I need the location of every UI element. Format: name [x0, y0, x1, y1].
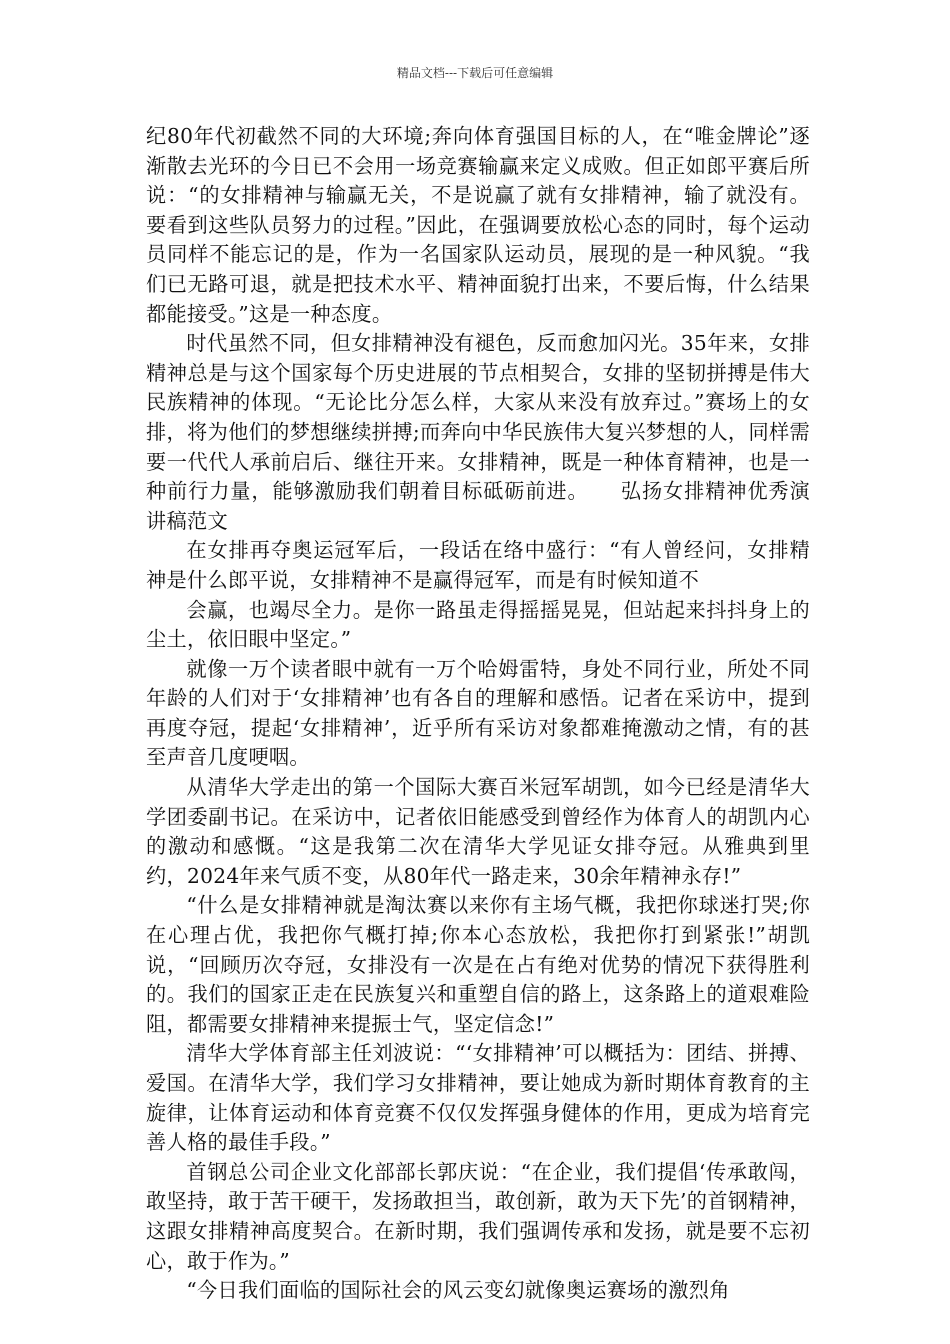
- paragraph: 纪80年代初截然不同的大环境;奔向体育强国目标的人，在“唯金牌论”逐渐散去光环的今日已不会用一场竞赛输赢来定义成败。但正如郎平赛后所说：“的女排精神与输赢无关，不是说赢了就有女排精神，输了就没有。要看到这些队员努力的过程。”因此，在强调要放松心态的同时，每个运动员同样不能忘记的是，作为一名国家队运动员，展现的是一种风貌。“我们已无路可退，就是把技术水平、精神面貌打出来，不要后悔，什么结果都能接受。”这是一种态度。: [146, 124, 810, 326]
- paragraph: 清华大学体育部主任刘波说：“‘女排精神’可以概括为：团结、拼搏、爱国。在清华大学，我们学习女排精神，要让她成为新时期体育教育的主旋律，让体育运动和体育竞赛不仅仅发挥强身健体的作用，更成为培育完善人格的最佳手段。”: [146, 1041, 810, 1155]
- paragraph: 从清华大学走出的第一个国际大赛百米冠军胡凯，如今已经是清华大学团委副书记。在采访中，记者依旧能感受到曾经作为体育人的胡凯内心的激动和感慨。“这是我第二次在清华大学见证女排夺冠。从雅典到里约，2024年来气质不变，从80年代一路走来，30余年精神永存!”: [146, 775, 810, 888]
- paragraph: “今日我们面临的国际社会的风云变幻就像奥运赛场的激烈角: [186, 1278, 730, 1303]
- paragraph-text: 时代虽然不同，但女排精神没有褪色，反而愈加闪光。35年来，女排精神总是与这个国家每个历史进展的节点相契合，女排的坚韧拼搏是伟大民族精神的体现。“无论比分怎么样，大家从来没有放弃过。”赛场上的女排，将为他们的梦想继续拼搏;而奔向中华民族伟大复兴梦想的人，同样需要一代代人承前启后、继往开来。女排精神，既是一种体育精神，也是一种前行力量，能够激励我们朝着目标砥砺前进。: [146, 331, 810, 504]
- paragraph: 会赢，也竭尽全力。是你一路虽走得摇摇晃晃，但站起来抖抖身上的尘土，依旧眼中坚定。”: [146, 597, 810, 652]
- paragraph: 在女排再夺奥运冠军后，一段话在络中盛行：“有人曾经问，女排精神是什么郎平说，女排精神不是赢得冠军，而是有时候知道不: [146, 538, 810, 592]
- paragraph: 首钢总公司企业文化部部长郭庆说：“在企业，我们提倡‘传承敢闯，敢坚持，敢于苦干硬干，发扬敢担当，敢创新，敢为天下先’的首钢精神，这跟女排精神高度契合。在新时期，我们强调传承和发扬，就是要不忘初心，敢于作为。”: [146, 1159, 810, 1273]
- section-title: 弘扬女排精神优秀演讲稿范文: [146, 479, 810, 533]
- paragraph: 就像一万个读者眼中就有一万个哈姆雷特，身处不同行业，所处不同年龄的人们对于‘女排精神’也有各自的理解和感悟。记者在采访中，提到再度夺冠，提起‘女排精神’，近乎所有采访对象都难掩激动之情，有的甚至声音几度哽咽。: [146, 656, 810, 770]
- paragraph: “什么是女排精神就是淘汰赛以来你有主场气概，我把你球迷打哭;你在心理占优，我把你气概打掉;你本心态放松，我把你打到紧张!”胡凯说，“回顾历次夺冠，女排没有一次是在占有绝对优势的情况下获得胜利的。我们的国家正走在民族复兴和重塑自信的路上，这条路上的道艰难险阻，都需要女排精神来提振士气，坚定信念!”: [146, 893, 810, 1036]
- document-body: [146, 122, 810, 1306]
- paragraph: [146, 329, 810, 536]
- page-header: 精品文档---下载后可任意编辑: [396, 66, 554, 80]
